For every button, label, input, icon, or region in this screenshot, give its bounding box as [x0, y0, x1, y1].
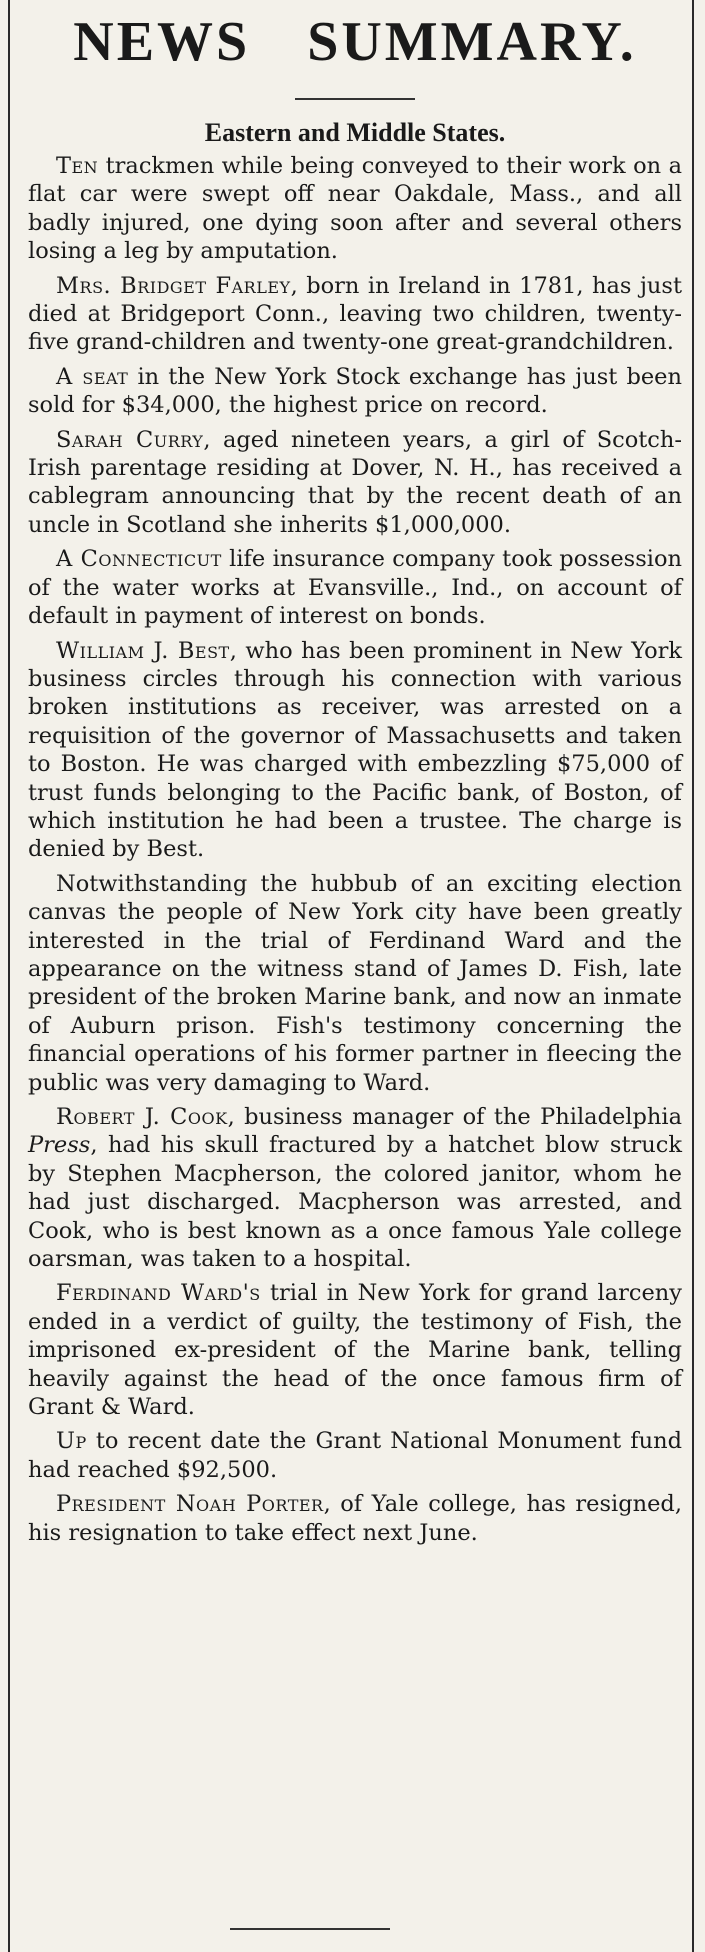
item-lead: President Noah Porter — [56, 1491, 324, 1518]
news-column — [28, 0, 682, 1547]
news-item — [28, 152, 682, 266]
item-lead: Mrs. Bridget Farley — [56, 272, 291, 299]
item-text: , had his skull fractured by a hatchet blow struck by Stephen Macpherson, the colored janitor, whom he had just discharged. Macpherson was arrested, and Cook, who is best known as a once famous Yale college oarsman, was taken to a hospital. — [28, 1132, 682, 1273]
section-end-divider — [230, 1928, 390, 1930]
item-text: trackmen while being conveyed to their work on a flat car were swept off near Oakdale, Mass., and all badly injured, one dying soon after and several others losing a leg by amputation. — [28, 153, 682, 265]
item-italic: Press — [28, 1132, 91, 1159]
item-lead: Up — [56, 1428, 87, 1455]
item-text: in the New York Stock exchange has just been sold for $34,000, the highest price on record. — [28, 363, 682, 419]
news-item — [28, 363, 682, 420]
item-lead: A seat — [56, 363, 129, 390]
item-text: , born in Ireland in 1781, has just died at Bridgeport Conn., leaving two children, twenty-five grand-children and twenty-one great-grandchildren. — [28, 272, 683, 356]
item-text: , aged nineteen years, a girl of Scotch-Irish parentage residing at Dover, N. H., has received a cablegram announcing that by the recent death of an uncle in Scotland she inherits $1,000,000. — [28, 426, 682, 538]
masthead-title: NEWS SUMMARY. — [73, 11, 637, 73]
news-item — [28, 1427, 682, 1484]
item-text: trial in New York for grand larceny ended in a verdict of guilty, the testimony of Fish, the imprisoned ex-president of the Marine bank, telling heavily against the head of the once famous firm of Grant & Ward. — [28, 1280, 682, 1421]
item-text: , who has been prominent in New York business circles through his connection with various broken institutions as receiver, was arrested on a requisition of the governor of Massachusetts and taken to Boston. He was charged with embezzling $75,000 of trust funds belonging to the Pacific bank, of Boston, of which institution he had been a trustee. The charge is denied by Best. — [28, 637, 683, 863]
news-item — [28, 545, 682, 630]
news-item — [28, 272, 682, 357]
news-item — [28, 1279, 682, 1421]
news-item — [28, 1490, 682, 1547]
column-rule-left — [8, 0, 10, 1952]
item-lead: Robert J. Cook — [56, 1104, 228, 1130]
masthead-divider — [295, 98, 415, 100]
section-heading: Eastern and Middle States. — [204, 118, 506, 147]
news-item — [28, 637, 682, 864]
item-text: life insurance company took possession of the water works at Evansville., Ind., on account of default in payment of interest on bonds. — [28, 546, 682, 630]
item-lead: Sarah Curry — [56, 426, 204, 453]
item-text: , business manager of the Philadelphia — [227, 1104, 682, 1130]
item-lead: William J. Best — [56, 637, 230, 664]
news-item — [28, 870, 682, 1097]
item-lead: Ten — [56, 153, 99, 179]
item-lead: A Connecticut — [56, 546, 222, 573]
column-rule-right — [692, 0, 694, 1952]
item-text: to recent date the Grant National Monument fund had reached $92,500. — [28, 1428, 682, 1483]
news-item — [28, 1103, 682, 1273]
item-text: , of Yale college, has resigned, his resignation to take effect next June. — [28, 1491, 682, 1546]
news-item — [28, 426, 682, 540]
item-text: Notwithstanding the hubbub of an exciting election canvas the people of New York city have been greatly interested in the trial of Ferdinand Ward and the appearance on the witness stand of James D. Fish, late president of the broken Marine bank, and now an inmate of Auburn prison. Fish's testimony concerning the financial operations of his former partner in fleecing the public was very damaging to Ward. — [28, 870, 682, 1096]
item-lead: Ferdinand Ward's — [56, 1280, 261, 1307]
